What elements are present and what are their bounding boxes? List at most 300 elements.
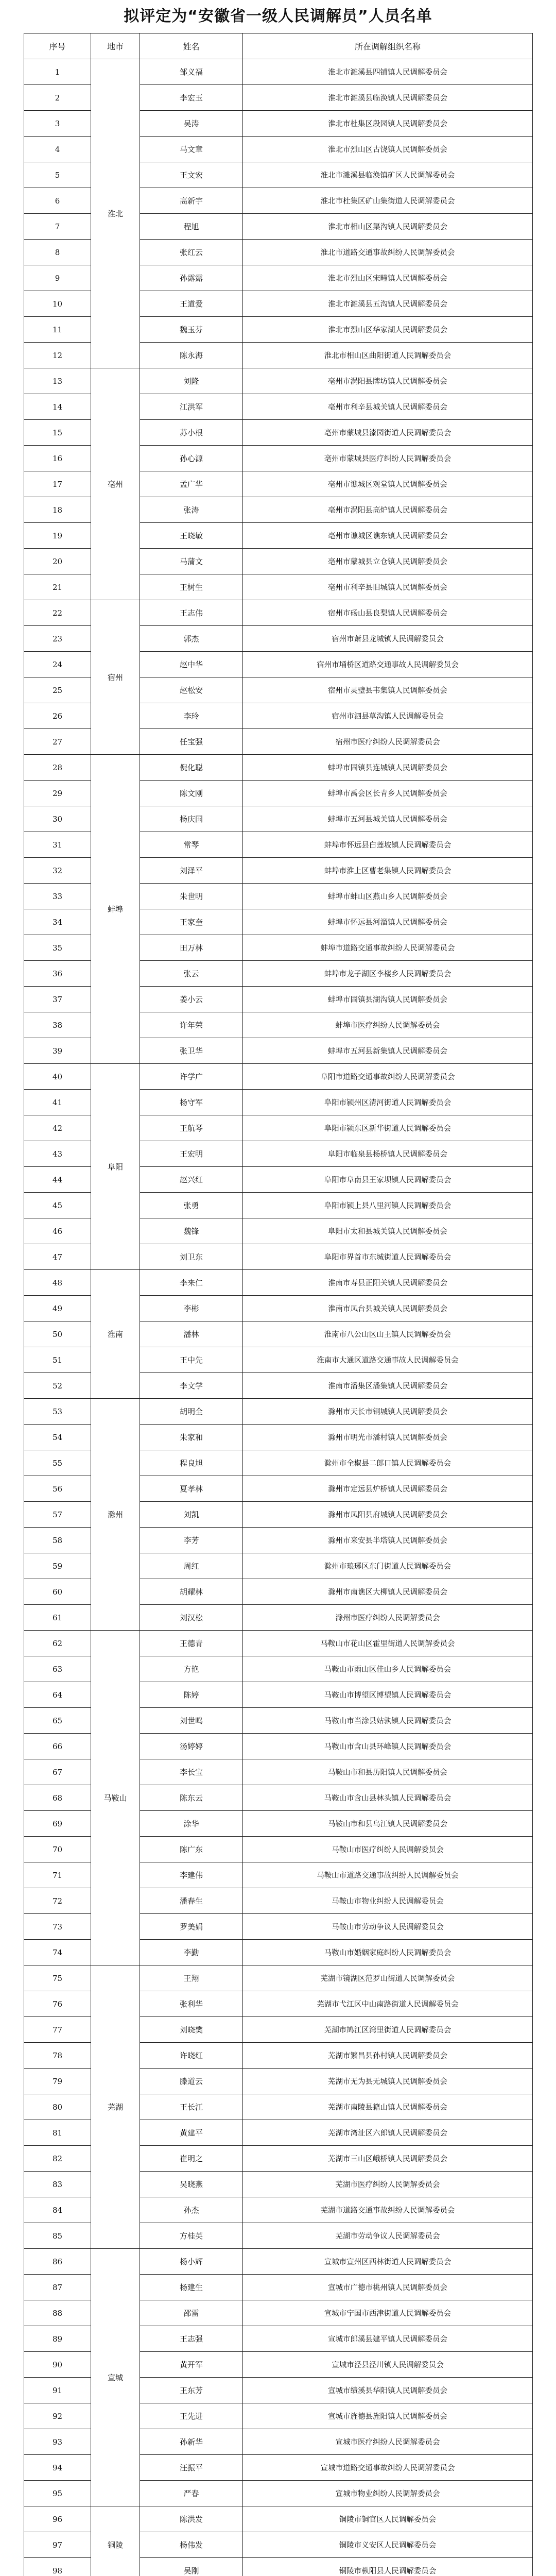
cell-name: 常琴	[140, 832, 243, 858]
cell-org: 马鞍山市花山区霍里街道人民调解委员会	[243, 1631, 533, 1656]
cell-name: 杨庆国	[140, 806, 243, 832]
cell-org: 宣城市广德市桃州镇人民调解委员会	[243, 2275, 533, 2300]
cell-index: 12	[24, 343, 91, 368]
cell-index: 17	[24, 471, 91, 497]
cell-org: 蚌埠市五河县城关镇人民调解委员会	[243, 806, 533, 832]
cell-name: 潘春生	[140, 1888, 243, 1914]
cell-index: 32	[24, 858, 91, 884]
cell-name: 周红	[140, 1553, 243, 1579]
cell-name: 黄建平	[140, 2120, 243, 2146]
cell-index: 11	[24, 317, 91, 343]
cell-name: 陈洪发	[140, 2506, 243, 2532]
cell-org: 宿州市埇桥区道路交通事故人民调解委员会	[243, 652, 533, 677]
cell-name: 邵雷	[140, 2300, 243, 2326]
table-header-row	[24, 33, 533, 59]
cell-name: 李宏玉	[140, 85, 243, 111]
table-row	[24, 2249, 533, 2275]
cell-name: 黄开军	[140, 2352, 243, 2378]
cell-index: 5	[24, 162, 91, 188]
cell-index: 6	[24, 188, 91, 214]
cell-org: 马鞍山市道路交通事故纠纷人民调解委员会	[243, 1862, 533, 1888]
cell-org: 芜湖市道路交通事故纠纷人民调解委员会	[243, 2197, 533, 2223]
cell-org: 亳州市涡阳县高炉镇人民调解委员会	[243, 497, 533, 523]
cell-index: 72	[24, 1888, 91, 1914]
cell-org: 淮北市烈山区古饶镇人民调解委员会	[243, 137, 533, 162]
cell-name: 张红云	[140, 240, 243, 265]
cell-name: 姜小云	[140, 987, 243, 1012]
cell-index: 39	[24, 1038, 91, 1064]
cell-org: 铜陵市义安区人民调解委员会	[243, 2532, 533, 2558]
cell-index: 66	[24, 1734, 91, 1759]
cell-name: 严春	[140, 2481, 243, 2506]
cell-name: 程良旭	[140, 1450, 243, 1476]
cell-name: 陈文刚	[140, 781, 243, 806]
cell-org: 淮北市濉溪县四铺镇人民调解委员会	[243, 59, 533, 85]
cell-name: 王志伟	[140, 600, 243, 626]
cell-index: 52	[24, 1373, 91, 1399]
cell-index: 23	[24, 626, 91, 652]
table-row	[24, 59, 533, 85]
cell-org: 蚌埠市医疗纠纷人民调解委员会	[243, 1012, 533, 1038]
cell-index: 8	[24, 240, 91, 265]
cell-org: 芜湖市镜湖区范罗山街道人民调解委员会	[243, 1965, 533, 1991]
cell-index: 88	[24, 2300, 91, 2326]
cell-org: 淮北市相山区渠沟镇人民调解委员会	[243, 214, 533, 240]
cell-name: 苏小根	[140, 420, 243, 446]
cell-org: 马鞍山市雨山区佳山乡人民调解委员会	[243, 1656, 533, 1682]
table-row	[24, 368, 533, 394]
cell-index: 26	[24, 703, 91, 729]
cell-org: 马鞍山市物业纠纷人民调解委员会	[243, 1888, 533, 1914]
cell-index: 22	[24, 600, 91, 626]
cell-name: 陈广东	[140, 1837, 243, 1862]
cell-index: 31	[24, 832, 91, 858]
cell-index: 85	[24, 2223, 91, 2249]
cell-city: 马鞍山	[91, 1631, 140, 1965]
cell-name: 刘汉松	[140, 1605, 243, 1631]
cell-org: 亳州市蒙城县立仓镇人民调解委员会	[243, 549, 533, 574]
cell-name: 王志强	[140, 2326, 243, 2352]
cell-name: 程旭	[140, 214, 243, 240]
cell-org: 亳州市利辛县旧城镇人民调解委员会	[243, 574, 533, 600]
cell-org: 滁州市医疗纠纷人民调解委员会	[243, 1605, 533, 1631]
cell-org: 蚌埠市淮上区曹老集镇人民调解委员会	[243, 858, 533, 884]
cell-index: 7	[24, 214, 91, 240]
cell-org: 蚌埠市龙子湖区李楼乡人民调解委员会	[243, 961, 533, 987]
cell-name: 马文章	[140, 137, 243, 162]
cell-index: 41	[24, 1090, 91, 1115]
cell-name: 张利华	[140, 1991, 243, 2017]
cell-name: 方桂英	[140, 2223, 243, 2249]
cell-city: 滁州	[91, 1399, 140, 1631]
cell-index: 24	[24, 652, 91, 677]
cell-name: 刘凯	[140, 1502, 243, 1528]
table-body	[24, 59, 533, 2576]
cell-city: 亳州	[91, 368, 140, 600]
cell-index: 83	[24, 2172, 91, 2197]
cell-index: 36	[24, 961, 91, 987]
cell-org: 马鞍山市博望区博望镇人民调解委员会	[243, 1682, 533, 1708]
cell-name: 王东芳	[140, 2378, 243, 2403]
cell-index: 40	[24, 1064, 91, 1090]
cell-city: 宣城	[91, 2249, 140, 2506]
cell-name: 朱家和	[140, 1425, 243, 1450]
cell-name: 刘卫东	[140, 1244, 243, 1270]
cell-index: 2	[24, 85, 91, 111]
cell-org: 亳州市谯城区观堂镇人民调解委员会	[243, 471, 533, 497]
cell-index: 74	[24, 1940, 91, 1965]
cell-name: 滕道云	[140, 2069, 243, 2094]
cell-org: 阜阳市颍东区新华街道人民调解委员会	[243, 1115, 533, 1141]
cell-index: 16	[24, 446, 91, 471]
cell-index: 71	[24, 1862, 91, 1888]
cell-city: 淮南	[91, 1270, 140, 1399]
cell-index: 70	[24, 1837, 91, 1862]
cell-index: 27	[24, 729, 91, 755]
cell-org: 芜湖市三山区峨桥镇人民调解委员会	[243, 2146, 533, 2172]
cell-name: 孙新华	[140, 2429, 243, 2455]
document-title: 拟评定为“安徽省一级人民调解员”人员名单	[124, 7, 432, 25]
cell-name: 胡耀林	[140, 1579, 243, 1605]
cell-org: 阜阳市界首市东城街道人民调解委员会	[243, 1244, 533, 1270]
cell-index: 58	[24, 1528, 91, 1553]
cell-index: 10	[24, 291, 91, 317]
cell-index: 46	[24, 1218, 91, 1244]
cell-index: 38	[24, 1012, 91, 1038]
cell-org: 马鞍山市医疗纠纷人民调解委员会	[243, 1837, 533, 1862]
cell-index: 94	[24, 2455, 91, 2481]
cell-index: 47	[24, 1244, 91, 1270]
cell-name: 孟广华	[140, 471, 243, 497]
cell-city: 宿州	[91, 600, 140, 755]
cell-index: 64	[24, 1682, 91, 1708]
cell-org: 滁州市琅琊区东门街道人民调解委员会	[243, 1553, 533, 1579]
cell-name: 胡明全	[140, 1399, 243, 1425]
cell-index: 56	[24, 1476, 91, 1502]
cell-name: 许年荣	[140, 1012, 243, 1038]
cell-index: 80	[24, 2094, 91, 2120]
cell-index: 28	[24, 755, 91, 781]
cell-index: 82	[24, 2146, 91, 2172]
cell-index: 51	[24, 1347, 91, 1373]
cell-name: 刘泽平	[140, 858, 243, 884]
cell-city: 蚌埠	[91, 755, 140, 1064]
cell-name: 李文学	[140, 1373, 243, 1399]
cell-name: 魏玉芬	[140, 317, 243, 343]
cell-index: 53	[24, 1399, 91, 1425]
cell-org: 滁州市定远县炉桥镇人民调解委员会	[243, 1476, 533, 1502]
cell-org: 宿州市泗县草沟镇人民调解委员会	[243, 703, 533, 729]
cell-name: 刘世鸣	[140, 1708, 243, 1734]
cell-name: 陈永海	[140, 343, 243, 368]
cell-org: 淮北市烈山区华家湖人民调解委员会	[243, 317, 533, 343]
cell-org: 阜阳市道路交通事故纠纷人民调解委员会	[243, 1064, 533, 1090]
cell-index: 50	[24, 1321, 91, 1347]
cell-org: 阜阳市太和县城关镇人民调解委员会	[243, 1218, 533, 1244]
cell-name: 王家奎	[140, 909, 243, 935]
cell-org: 宣城市旌德县旌阳镇人民调解委员会	[243, 2403, 533, 2429]
cell-org: 宣城市宣州区西林街道人民调解委员会	[243, 2249, 533, 2275]
cell-name: 王德青	[140, 1631, 243, 1656]
cell-name: 陈婷	[140, 1682, 243, 1708]
cell-index: 57	[24, 1502, 91, 1528]
cell-name: 杨守军	[140, 1090, 243, 1115]
cell-name: 马蒲文	[140, 549, 243, 574]
cell-org: 亳州市利辛县城关镇人民调解委员会	[243, 394, 533, 420]
cell-index: 59	[24, 1553, 91, 1579]
table-row	[24, 1064, 533, 1090]
cell-name: 李建伟	[140, 1862, 243, 1888]
cell-name: 王航琴	[140, 1115, 243, 1141]
cell-index: 45	[24, 1193, 91, 1218]
cell-name: 刘隆	[140, 368, 243, 394]
cell-index: 60	[24, 1579, 91, 1605]
cell-org: 芜湖市弋江区中山南路街道人民调解委员会	[243, 1991, 533, 2017]
cell-name: 孙杰	[140, 2197, 243, 2223]
cell-org: 芜湖市繁昌县孙村镇人民调解委员会	[243, 2043, 533, 2069]
cell-org: 马鞍山市当涂县姑孰镇人民调解委员会	[243, 1708, 533, 1734]
cell-org: 马鞍山市含山县林头镇人民调解委员会	[243, 1785, 533, 1811]
cell-org: 淮南市八公山区山王镇人民调解委员会	[243, 1321, 533, 1347]
cell-name: 张云	[140, 961, 243, 987]
cell-org: 淮北市濉溪县临涣镇人民调解委员会	[243, 85, 533, 111]
cell-name: 王文宏	[140, 162, 243, 188]
cell-name: 崔明之	[140, 2146, 243, 2172]
cell-name: 倪化聪	[140, 755, 243, 781]
cell-name: 汪振平	[140, 2455, 243, 2481]
cell-index: 44	[24, 1167, 91, 1193]
cell-org: 淮北市相山区曲阳街道人民调解委员会	[243, 343, 533, 368]
cell-index: 48	[24, 1270, 91, 1296]
cell-name: 杨伟发	[140, 2532, 243, 2558]
cell-index: 19	[24, 523, 91, 549]
cell-name: 李彬	[140, 1296, 243, 1321]
cell-index: 55	[24, 1450, 91, 1476]
cell-org: 马鞍山市和县乌江镇人民调解委员会	[243, 1811, 533, 1837]
cell-index: 98	[24, 2558, 91, 2576]
cell-org: 芜湖市医疗纠纷人民调解委员会	[243, 2172, 533, 2197]
cell-org: 淮南市寿县正阳关镇人民调解委员会	[243, 1270, 533, 1296]
cell-name: 王先进	[140, 2403, 243, 2429]
cell-index: 92	[24, 2403, 91, 2429]
cell-index: 84	[24, 2197, 91, 2223]
cell-city: 阜阳	[91, 1064, 140, 1270]
cell-org: 亳州市蒙城县医疗纠纷人民调解委员会	[243, 446, 533, 471]
cell-name: 李长宝	[140, 1759, 243, 1785]
cell-org: 芜湖市鸠江区湾里街道人民调解委员会	[243, 2017, 533, 2043]
personnel-table	[24, 33, 533, 2576]
table-row	[24, 1631, 533, 1656]
cell-city: 芜湖	[91, 1965, 140, 2249]
cell-org: 滁州市来安县半塔镇人民调解委员会	[243, 1528, 533, 1553]
header-city: 地市	[91, 33, 140, 59]
cell-name: 吴刚	[140, 2558, 243, 2576]
cell-index: 25	[24, 677, 91, 703]
cell-name: 吴涛	[140, 111, 243, 137]
cell-org: 阜阳市阜南县王家坝镇人民调解委员会	[243, 1167, 533, 1193]
cell-index: 29	[24, 781, 91, 806]
cell-org: 蚌埠市怀远县白莲坡镇人民调解委员会	[243, 832, 533, 858]
cell-name: 郭杰	[140, 626, 243, 652]
cell-org: 亳州市谯城区谯东镇人民调解委员会	[243, 523, 533, 549]
cell-index: 77	[24, 2017, 91, 2043]
cell-org: 马鞍山市含山县环峰镇人民调解委员会	[243, 1734, 533, 1759]
cell-name: 杨小辉	[140, 2249, 243, 2275]
cell-index: 33	[24, 884, 91, 909]
cell-index: 78	[24, 2043, 91, 2069]
cell-name: 罗美娟	[140, 1914, 243, 1940]
cell-org: 淮南市凤台县城关镇人民调解委员会	[243, 1296, 533, 1321]
cell-name: 杨建生	[140, 2275, 243, 2300]
cell-org: 宿州市医疗纠纷人民调解委员会	[243, 729, 533, 755]
cell-org: 淮北市烈山区宋疃镇人民调解委员会	[243, 265, 533, 291]
cell-org: 宣城市医疗纠纷人民调解委员会	[243, 2429, 533, 2455]
cell-name: 许学广	[140, 1064, 243, 1090]
cell-org: 淮南市潘集区潘集镇人民调解委员会	[243, 1373, 533, 1399]
cell-org: 蚌埠市怀远县河溜镇人民调解委员会	[243, 909, 533, 935]
cell-index: 86	[24, 2249, 91, 2275]
header-index: 序号	[24, 33, 91, 59]
cell-name: 王长江	[140, 2094, 243, 2120]
header-org: 所在调解组织名称	[243, 33, 533, 59]
cell-org: 铜陵市铜官区人民调解委员会	[243, 2506, 533, 2532]
cell-org: 铜陵市枞阳县人民调解委员会	[243, 2558, 533, 2576]
cell-name: 李勤	[140, 1940, 243, 1965]
cell-name: 张涛	[140, 497, 243, 523]
cell-org: 蚌埠市蚌山区燕山乡人民调解委员会	[243, 884, 533, 909]
cell-index: 76	[24, 1991, 91, 2017]
cell-index: 30	[24, 806, 91, 832]
cell-org: 芜湖市无为县无城镇人民调解委员会	[243, 2069, 533, 2094]
cell-index: 49	[24, 1296, 91, 1321]
cell-name: 孙露露	[140, 265, 243, 291]
cell-org: 蚌埠市禹会区长青乡人民调解委员会	[243, 781, 533, 806]
cell-name: 涂华	[140, 1811, 243, 1837]
cell-index: 9	[24, 265, 91, 291]
cell-org: 芜湖市南陵县籍山镇人民调解委员会	[243, 2094, 533, 2120]
cell-index: 90	[24, 2352, 91, 2378]
cell-org: 马鞍山市和县历阳镇人民调解委员会	[243, 1759, 533, 1785]
cell-org: 淮北市濉溪县五沟镇人民调解委员会	[243, 291, 533, 317]
cell-index: 54	[24, 1425, 91, 1450]
cell-org: 滁州市南谯区大柳镇人民调解委员会	[243, 1579, 533, 1605]
cell-index: 34	[24, 909, 91, 935]
cell-name: 王中先	[140, 1347, 243, 1373]
cell-name: 王树生	[140, 574, 243, 600]
cell-name: 任宝强	[140, 729, 243, 755]
cell-name: 刘晓樊	[140, 2017, 243, 2043]
cell-index: 42	[24, 1115, 91, 1141]
cell-org: 滁州市全椒县二郎口镇人民调解委员会	[243, 1450, 533, 1476]
cell-org: 宣城市郎溪县建平镇人民调解委员会	[243, 2326, 533, 2352]
cell-name: 许晓红	[140, 2043, 243, 2069]
cell-index: 13	[24, 368, 91, 394]
cell-org: 蚌埠市五河县新集镇人民调解委员会	[243, 1038, 533, 1064]
cell-org: 宣城市泾县泾川镇人民调解委员会	[243, 2352, 533, 2378]
cell-index: 1	[24, 59, 91, 85]
cell-name: 吴晓燕	[140, 2172, 243, 2197]
cell-name: 邹义福	[140, 59, 243, 85]
cell-name: 王翔	[140, 1965, 243, 1991]
table-row	[24, 1270, 533, 1296]
cell-name: 赵松安	[140, 677, 243, 703]
cell-index: 20	[24, 549, 91, 574]
cell-name: 王道爱	[140, 291, 243, 317]
cell-org: 宣城市道路交通事故纠纷人民调解委员会	[243, 2455, 533, 2481]
cell-name: 王宏明	[140, 1141, 243, 1167]
cell-index: 37	[24, 987, 91, 1012]
cell-org: 马鞍山市婚姻家庭纠纷人民调解委员会	[243, 1940, 533, 1965]
cell-org: 马鞍山市劳动争议人民调解委员会	[243, 1914, 533, 1940]
cell-org: 淮北市道路交通事故纠纷人民调解委员会	[243, 240, 533, 265]
cell-org: 宣城市宁国市西津街道人民调解委员会	[243, 2300, 533, 2326]
cell-index: 35	[24, 935, 91, 961]
cell-index: 62	[24, 1631, 91, 1656]
cell-index: 91	[24, 2378, 91, 2403]
cell-index: 61	[24, 1605, 91, 1631]
cell-index: 87	[24, 2275, 91, 2300]
cell-name: 孙心源	[140, 446, 243, 471]
cell-name: 李玲	[140, 703, 243, 729]
cell-name: 张勇	[140, 1193, 243, 1218]
cell-name: 方艳	[140, 1656, 243, 1682]
cell-index: 63	[24, 1656, 91, 1682]
table-row	[24, 1399, 533, 1425]
cell-name: 潘林	[140, 1321, 243, 1347]
cell-name: 赵兴红	[140, 1167, 243, 1193]
table-row	[24, 2506, 533, 2532]
cell-index: 69	[24, 1811, 91, 1837]
cell-org: 阜阳市临泉县杨桥镇人民调解委员会	[243, 1141, 533, 1167]
cell-name: 李来仁	[140, 1270, 243, 1296]
cell-org: 淮北市濉溪县临涣镇矿区人民调解委员会	[243, 162, 533, 188]
cell-name: 江洪军	[140, 394, 243, 420]
cell-name: 王晓敏	[140, 523, 243, 549]
cell-org: 阜阳市颍上县八里河镇人民调解委员会	[243, 1193, 533, 1218]
cell-index: 75	[24, 1965, 91, 1991]
cell-org: 淮北市杜集区矿山集街道人民调解委员会	[243, 188, 533, 214]
cell-org: 滁州市天长市铜城镇人民调解委员会	[243, 1399, 533, 1425]
cell-name: 李芳	[140, 1528, 243, 1553]
cell-name: 高新宇	[140, 188, 243, 214]
cell-org: 芜湖市湾沚区六郎镇人民调解委员会	[243, 2120, 533, 2146]
cell-index: 65	[24, 1708, 91, 1734]
cell-index: 21	[24, 574, 91, 600]
table-row	[24, 755, 533, 781]
cell-index: 4	[24, 137, 91, 162]
table-row	[24, 1965, 533, 1991]
cell-index: 93	[24, 2429, 91, 2455]
cell-index: 96	[24, 2506, 91, 2532]
cell-name: 田万林	[140, 935, 243, 961]
cell-index: 95	[24, 2481, 91, 2506]
cell-city: 铜陵	[91, 2506, 140, 2576]
cell-city: 淮北	[91, 59, 140, 368]
cell-index: 73	[24, 1914, 91, 1940]
cell-name: 张卫华	[140, 1038, 243, 1064]
cell-org: 宿州市灵璧县韦集镇人民调解委员会	[243, 677, 533, 703]
cell-index: 81	[24, 2120, 91, 2146]
cell-name: 夏孝林	[140, 1476, 243, 1502]
cell-index: 15	[24, 420, 91, 446]
cell-org: 滁州市凤阳县府城镇人民调解委员会	[243, 1502, 533, 1528]
cell-name: 陈东云	[140, 1785, 243, 1811]
cell-org: 滁州市明光市潘村镇人民调解委员会	[243, 1425, 533, 1450]
cell-index: 97	[24, 2532, 91, 2558]
cell-index: 18	[24, 497, 91, 523]
cell-name: 赵中华	[140, 652, 243, 677]
cell-org: 淮南市大通区道路交通事故人民调解委员会	[243, 1347, 533, 1373]
